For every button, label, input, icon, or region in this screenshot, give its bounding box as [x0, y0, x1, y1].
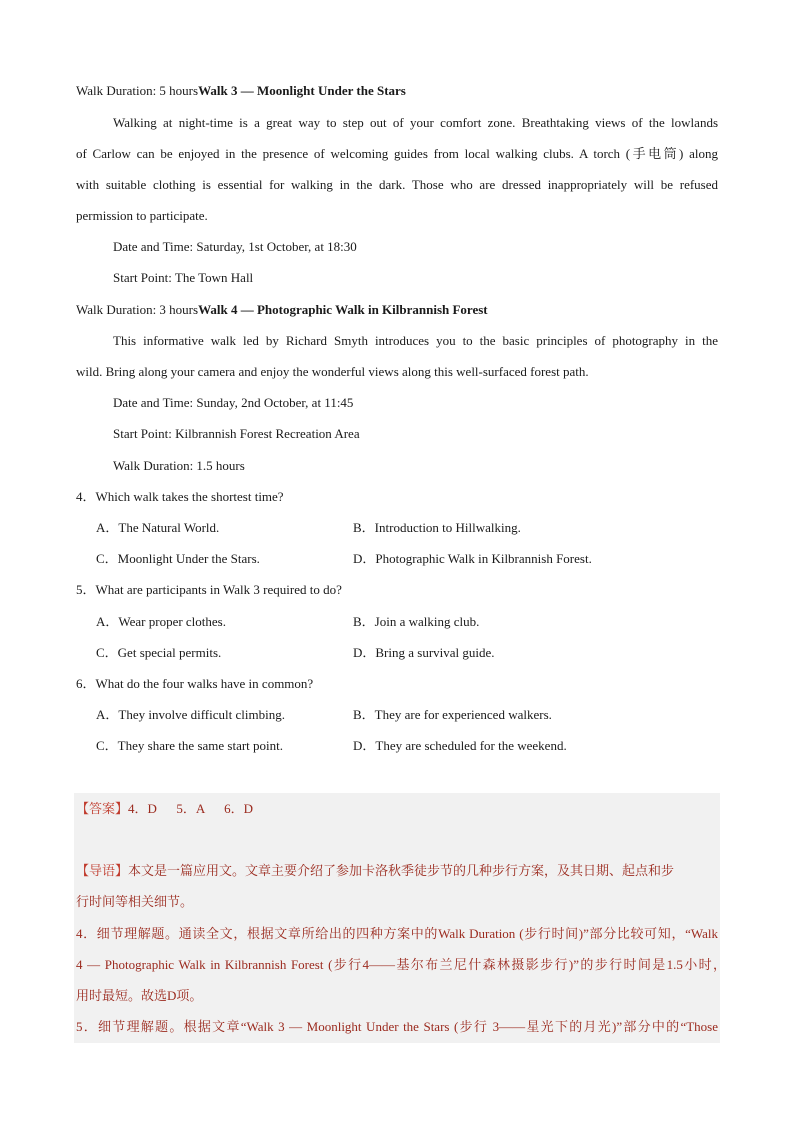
- walk2-duration: Walk Duration: 5 hours: [76, 83, 199, 98]
- explanation-line-1: [76, 862, 674, 880]
- walk4-paragraph-line-2: wild. Bring along your camera and enjoy the wonderful views along this well-surfaced forest path.: [76, 364, 589, 379]
- explanation-line-4: 4 — Photographic Walk in Kilbrannish Forest (步行4——基尔布兰尼什森林摄影步行)”的步行时间是1.5小时，: [76, 957, 726, 972]
- walk3-date-time: Date and Time: Saturday, 1st October, at 18:30: [113, 239, 357, 254]
- question-5-option-d: D．Bring a survival guide.: [353, 645, 495, 660]
- walk4-duration: Walk Duration: 1.5 hours: [113, 458, 245, 473]
- answer-line: [76, 800, 253, 818]
- walk4-paragraph-line-1: This informative walk led by Richard Smyth introduces you to the basic principles of photography in the: [113, 333, 718, 348]
- walk4-start-point: Start Point: Kilbrannish Forest Recreation Area: [113, 426, 360, 441]
- explanation-line-5: 用时最短。故选D项。: [76, 988, 203, 1003]
- explanation-tag: 【导语】: [76, 863, 129, 878]
- question-6-option-c: C．They share the same start point.: [96, 738, 284, 753]
- answer-text: 4．D 5．A 6．D: [128, 801, 253, 816]
- question-4-option-d: D．Photographic Walk in Kilbrannish Forest.: [353, 551, 592, 566]
- answer-tag: 【答案】: [76, 801, 129, 816]
- question-5-option-c: C．Get special permits.: [96, 645, 222, 660]
- question-6-option-a: A．They involve difficult climbing.: [96, 707, 285, 722]
- walk4-date-time: Date and Time: Sunday, 2nd October, at 11:45: [113, 395, 354, 410]
- explanation-line-3: 4．细节理解题。通读全文，根据文章所给出的四种方案中的Walk Duration (步行时间)”部分比较可知，“Walk: [76, 926, 718, 941]
- walk4-title: Walk 4 — Photographic Walk in Kilbrannish Forest: [198, 302, 488, 317]
- question-6-stem: 6．What do the four walks have in common?: [76, 676, 314, 691]
- walk3-start-point: Start Point: The Town Hall: [113, 270, 254, 285]
- walk4-header-line: [76, 301, 488, 319]
- question-4-option-b: B．Introduction to Hillwalking.: [353, 520, 521, 535]
- walk3-title: Walk 3 — Moonlight Under the Stars: [198, 83, 406, 98]
- question-6-option-b: B．They are for experienced walkers.: [353, 707, 552, 722]
- question-5-stem: 5．What are participants in Walk 3 required to do?: [76, 582, 342, 597]
- question-4-option-c: C．Moonlight Under the Stars.: [96, 551, 260, 566]
- answer-panel: [74, 793, 720, 1043]
- explanation-line-2: 行时间等相关细节。: [76, 894, 194, 909]
- question-5-option-a: A．Wear proper clothes.: [96, 614, 226, 629]
- explanation-intro: 本文是一篇应用文。文章主要介绍了参加卡洛秋季徒步节的几种步行方案，及其日期、起点和步: [128, 863, 675, 878]
- question-4-option-a: A．The Natural World.: [96, 520, 220, 535]
- question-4-stem: 4．Which walk takes the shortest time?: [76, 489, 284, 504]
- question-5-option-b: B．Join a walking club.: [353, 614, 480, 629]
- walk3-paragraph-line-4: permission to participate.: [76, 208, 208, 223]
- walk3-header-line: [76, 82, 406, 100]
- explanation-line-6: 5．细节理解题。根据文章“Walk 3 — Moonlight Under the Stars (步行 3——星光下的月光)”部分中的“Those: [76, 1019, 718, 1034]
- question-6-option-d: D．They are scheduled for the weekend.: [353, 738, 567, 753]
- walk3-duration: Walk Duration: 3 hours: [76, 302, 199, 317]
- walk3-paragraph-line-3: with suitable clothing is essential for walking in the dark. Those who are dressed inappropriately will be refused: [76, 177, 718, 192]
- walk3-paragraph-line-1: Walking at night-time is a great way to step out of your comfort zone. Breathtaking views of the lowlands: [113, 115, 718, 130]
- walk3-paragraph-line-2: of Carlow can be enjoyed in the presence of welcoming guides from local walking clubs. A torch (手电筒) along: [76, 146, 718, 161]
